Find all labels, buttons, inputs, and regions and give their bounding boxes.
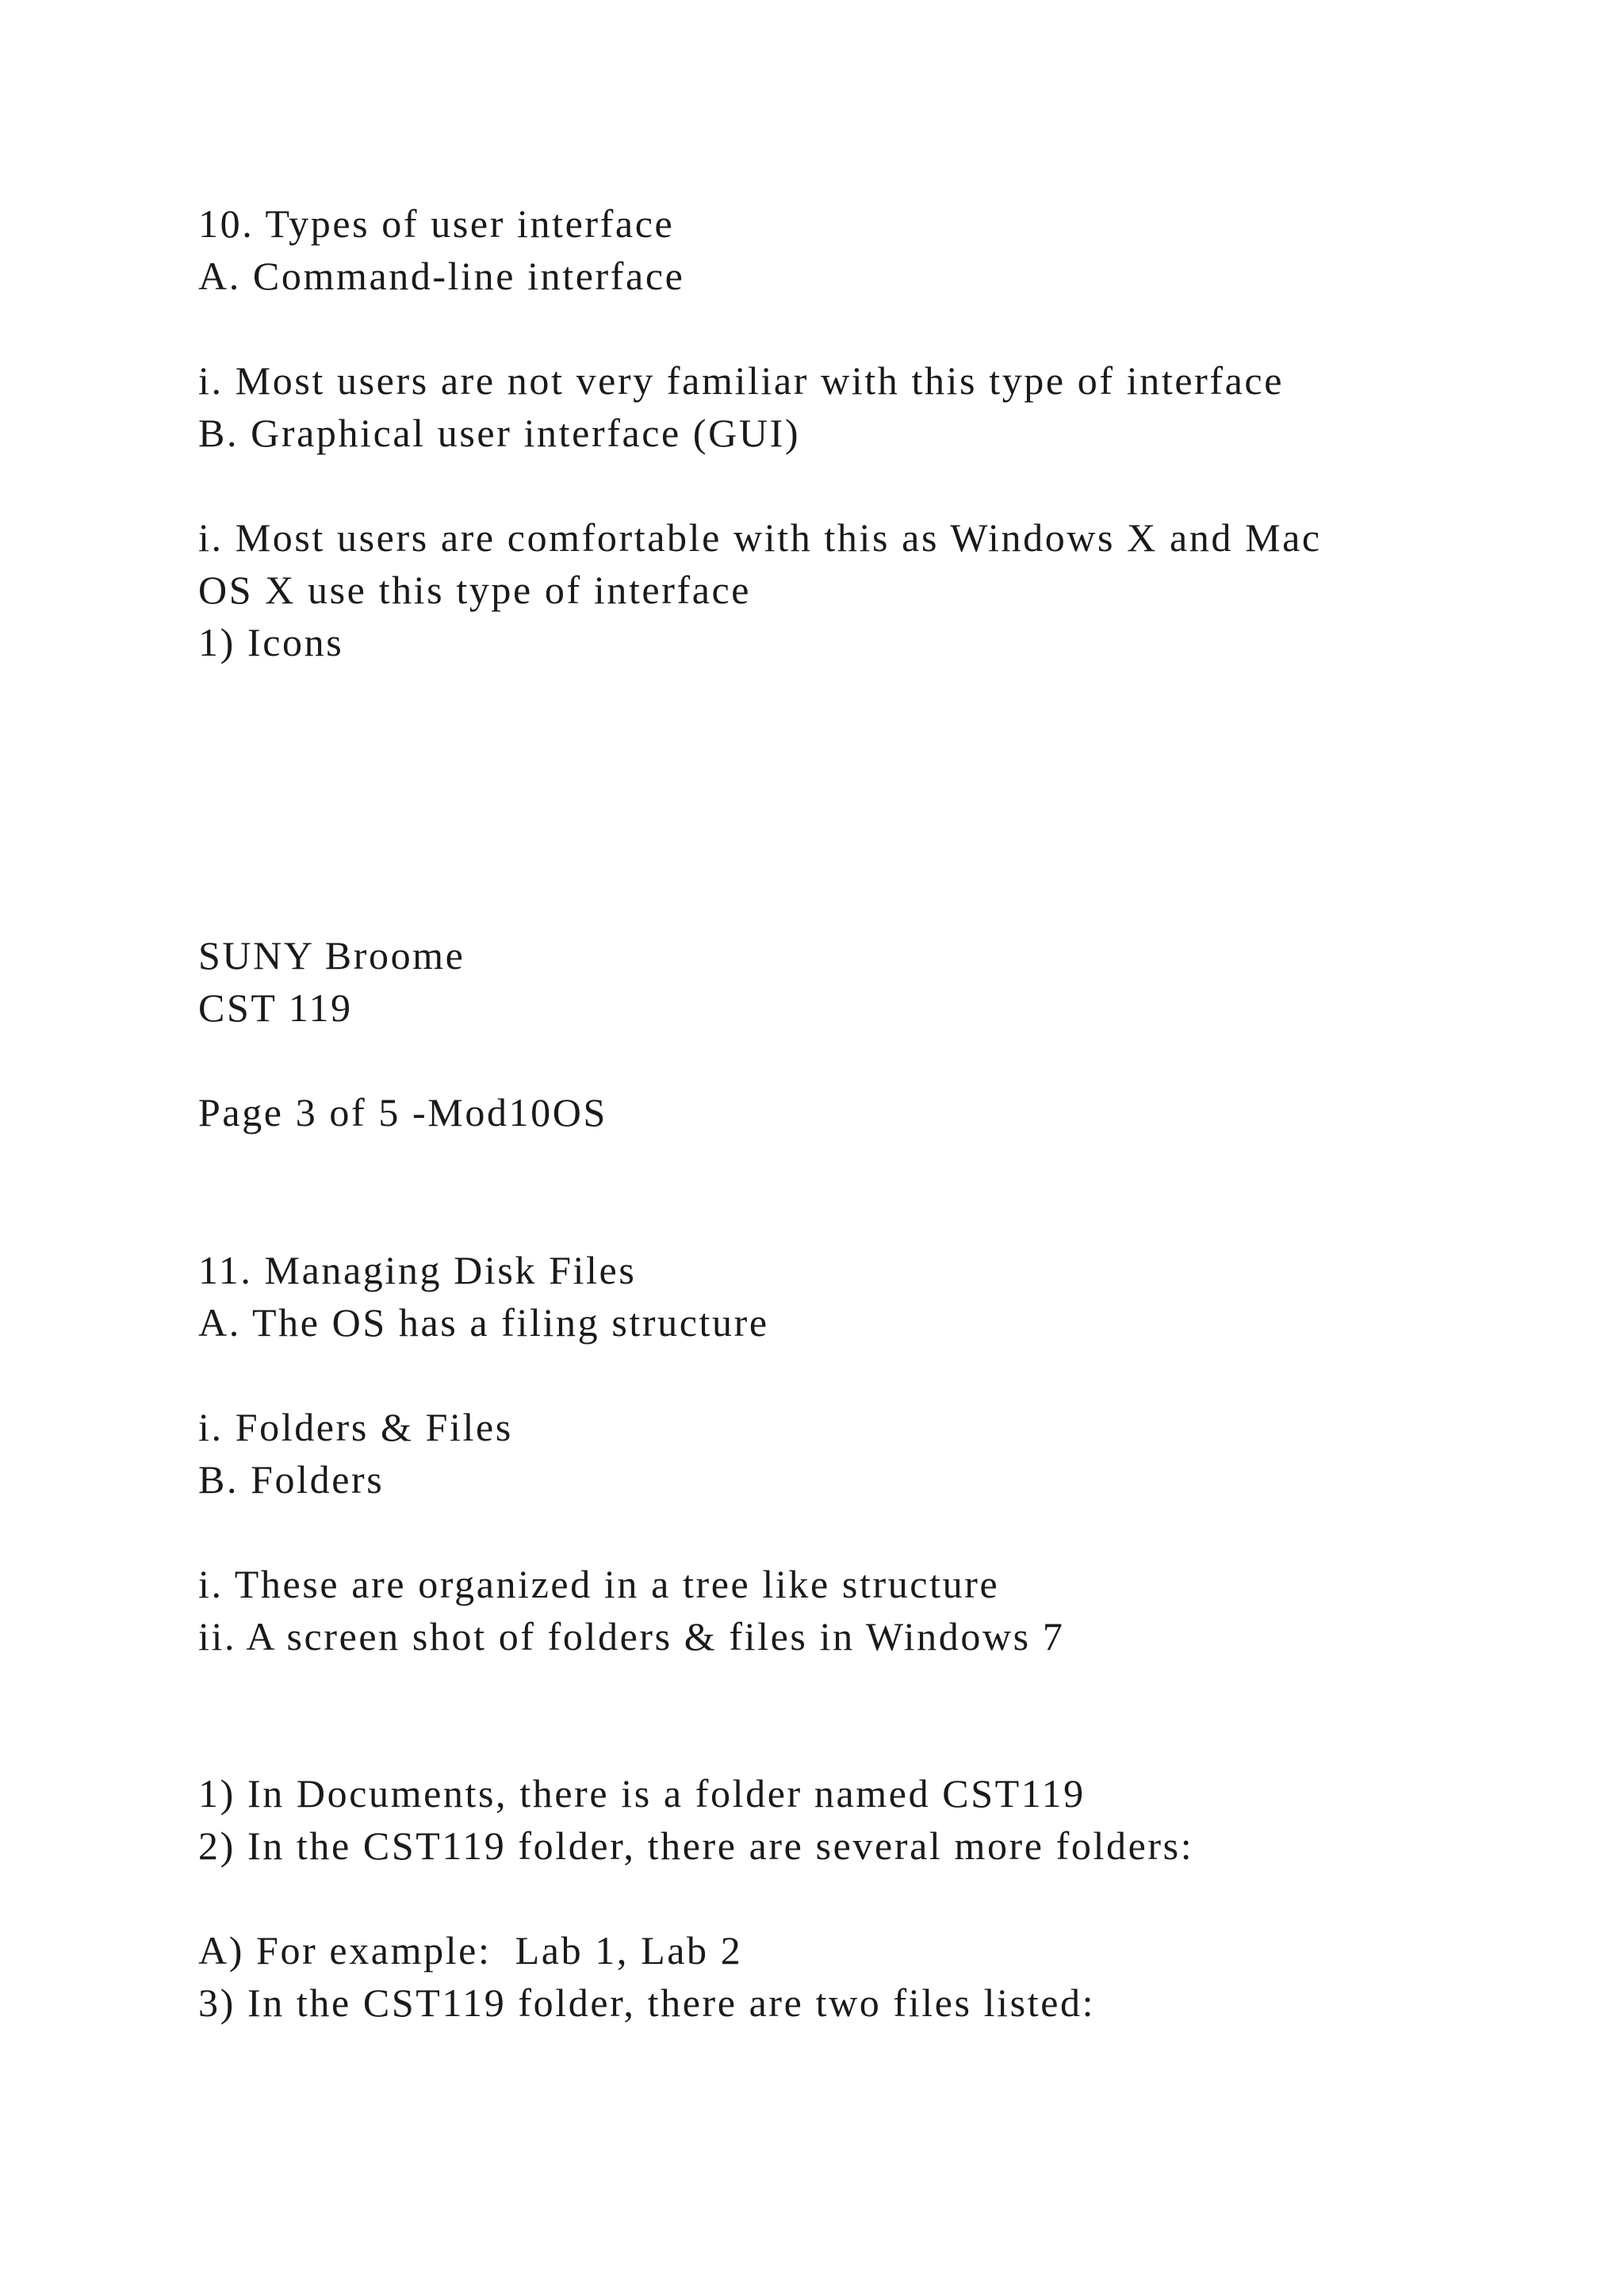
section-heading: 11. Managing Disk Files: [198, 1248, 637, 1292]
outline-item: i. Most users are comfortable with this as Windows X and Mac: [198, 515, 1322, 560]
footer-course: CST 119: [198, 985, 353, 1030]
outline-item: i. Folders & Files: [198, 1405, 513, 1449]
outline-item: ii. A screen shot of folders & files in Windows 7: [198, 1614, 1065, 1659]
outline-item: A. The OS has a filing structure: [198, 1300, 769, 1345]
outline-item: B. Graphical user interface (GUI): [198, 411, 801, 455]
page-number: Page 3 of 5 -Mod10OS: [198, 1090, 607, 1135]
footer-institution: SUNY Broome: [198, 933, 465, 978]
outline-item: OS X use this type of interface: [198, 568, 752, 612]
outline-item: A. Command-line interface: [198, 254, 685, 298]
section-heading: 10. Types of user interface: [198, 201, 675, 246]
outline-item: i. These are organized in a tree like structure: [198, 1562, 1000, 1606]
outline-item: 1) In Documents, there is a folder named CST119: [198, 1771, 1086, 1816]
outline-item: B. Folders: [198, 1457, 385, 1502]
outline-item: i. Most users are not very familiar with this type of interface: [198, 358, 1284, 403]
outline-item: 1) Icons: [198, 620, 344, 664]
outline-item: 3) In the CST119 folder, there are two files listed:: [198, 1980, 1096, 2025]
outline-item: 2) In the CST119 folder, there are several more folders:: [198, 1823, 1194, 1868]
outline-item: A) For example: Lab 1, Lab 2: [198, 1928, 743, 1973]
